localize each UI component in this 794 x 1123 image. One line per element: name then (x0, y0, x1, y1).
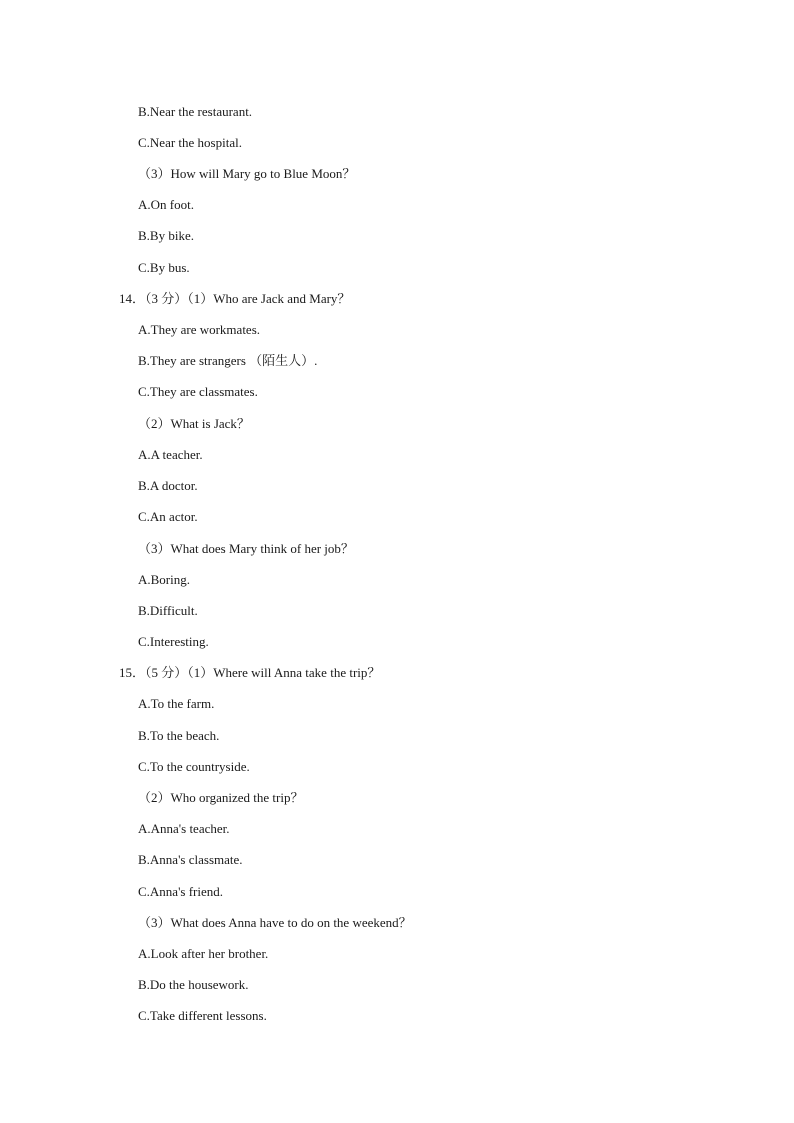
q13-sub3-option-a: A.On foot. (138, 197, 194, 212)
q14-sub2-option-b: B.A doctor. (138, 478, 198, 493)
q14-sub3-option-c: C.Interesting. (138, 634, 209, 649)
q13-option-c: C.Near the hospital. (138, 135, 242, 150)
q15-subquestion-3: （3）What does Anna have to do on the weekend？ (138, 915, 412, 930)
q15-sub1-option-a: A.To the farm. (138, 696, 215, 711)
q13-sub3-option-c: C.By bus. (138, 260, 190, 275)
q14-header: 14．（3 分）（1）Who are Jack and Mary？ (119, 291, 351, 306)
q14-subquestion-2: （2）What is Jack？ (138, 416, 250, 431)
q15-sub3-option-c: C.Take different lessons. (138, 1008, 267, 1023)
q15-sub3-option-b: B.Do the housework. (138, 977, 249, 992)
q15-sub2-option-b: B.Anna's classmate. (138, 852, 243, 867)
q14-sub1-option-b: B.They are strangers （陌生人）. (138, 353, 318, 368)
q14-sub1-option-a: A.They are workmates. (138, 322, 261, 337)
q15-sub1-option-c: C.To the countryside. (138, 759, 250, 774)
q13-option-b: B.Near the restaurant. (138, 104, 253, 119)
q15-subquestion-2: （2）Who organized the trip？ (138, 790, 304, 805)
q13-sub3-option-b: B.By bike. (138, 228, 194, 243)
q14-sub2-option-a: A.A teacher. (138, 447, 203, 462)
q14-sub2-option-c: C.An actor. (138, 509, 198, 524)
q14-subquestion-3: （3）What does Mary think of her job？ (138, 541, 354, 556)
q15-sub2-option-a: A.Anna's teacher. (138, 821, 230, 836)
q13-subquestion-3: （3）How will Mary go to Blue Moon？ (138, 166, 356, 181)
q15-sub2-option-c: C.Anna's friend. (138, 884, 224, 899)
q14-sub3-option-b: B.Difficult. (138, 603, 198, 618)
q14-sub1-option-c: C.They are classmates. (138, 384, 258, 399)
q15-sub1-option-b: B.To the beach. (138, 728, 220, 743)
q15-sub3-option-a: A.Look after her brother. (138, 946, 269, 961)
q15-header: 15．（5 分）（1）Where will Anna take the trip？ (119, 665, 381, 680)
q14-sub3-option-a: A.Boring. (138, 572, 190, 587)
